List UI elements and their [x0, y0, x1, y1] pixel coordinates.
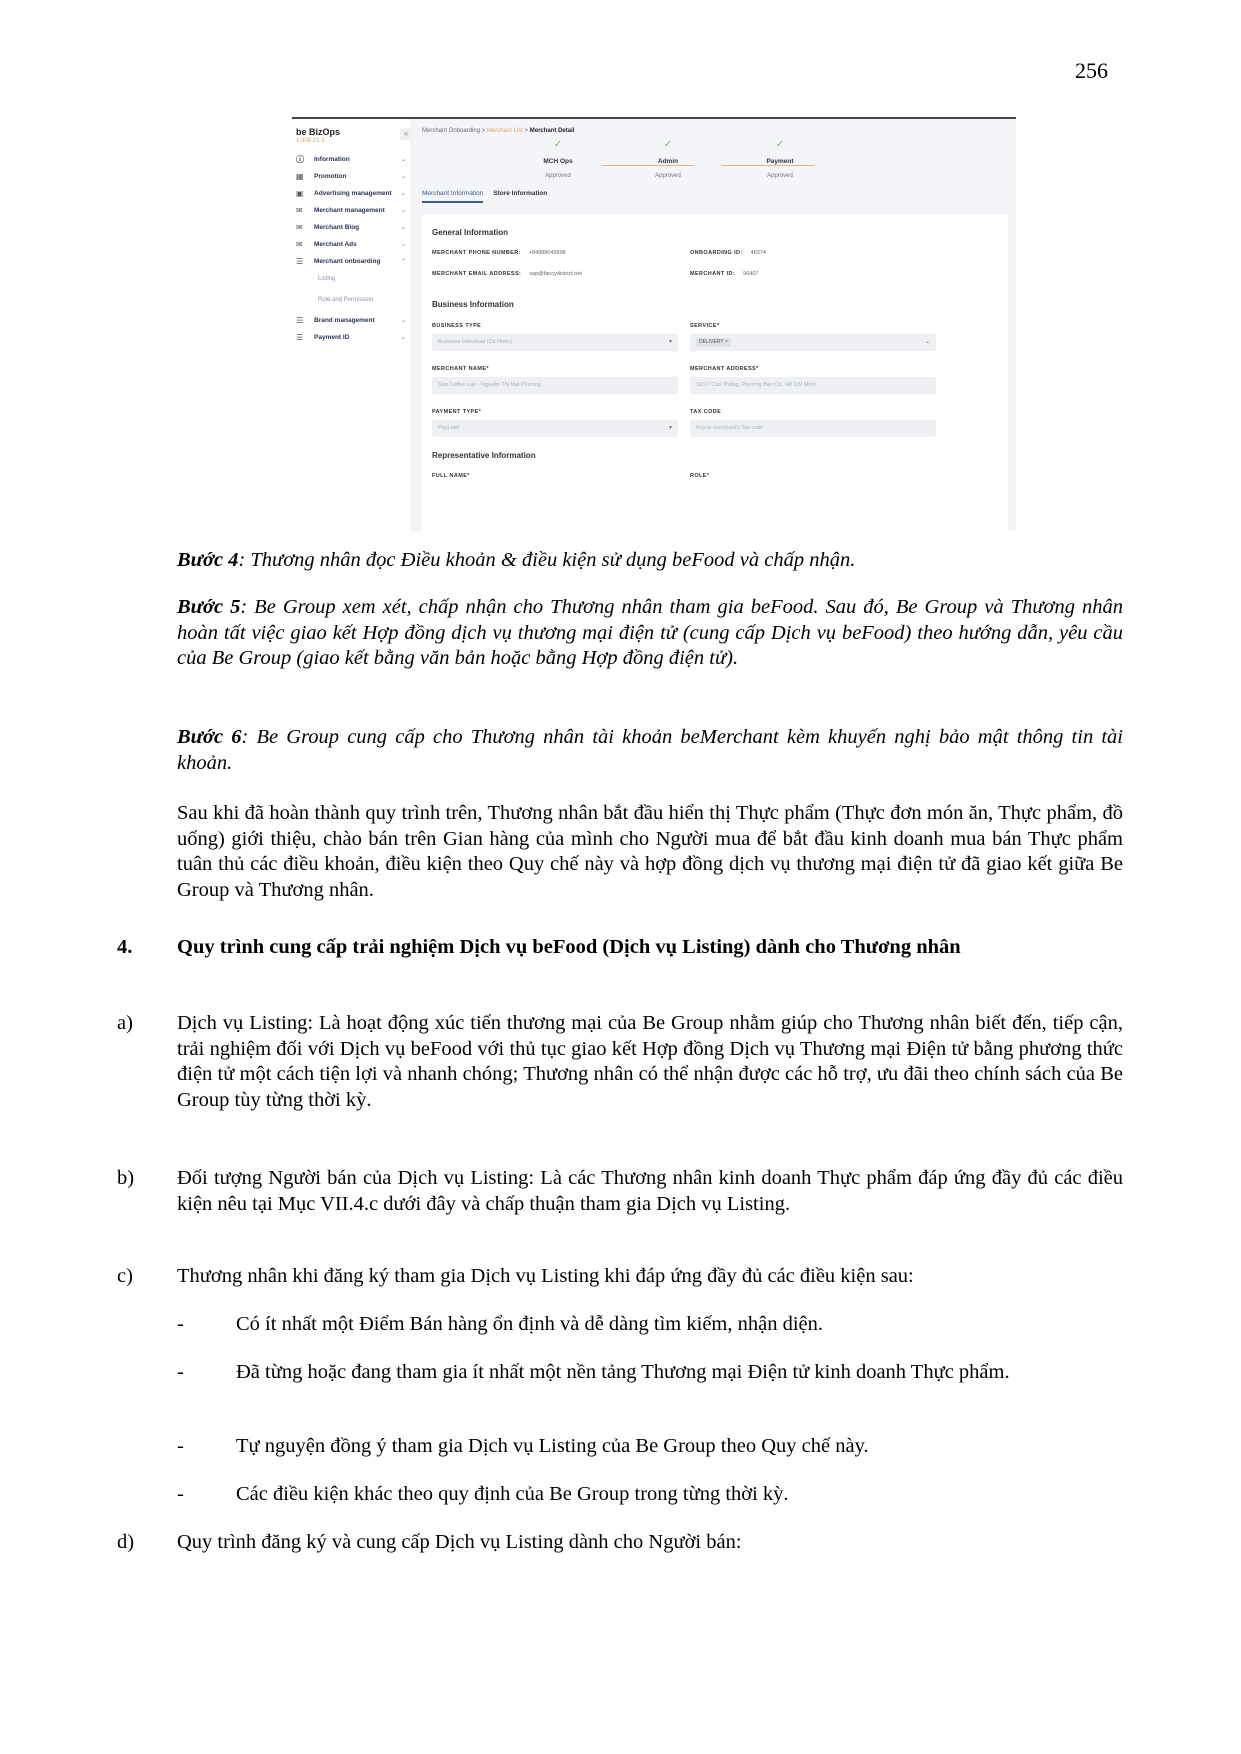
step-6-paragraph: [177, 725, 1123, 776]
general-information-title: General Information: [432, 228, 509, 237]
chevron-down-icon: ⌄: [400, 174, 406, 180]
database-icon: ☰: [296, 333, 304, 342]
step-status: Approved: [545, 173, 571, 179]
merchant-address-input[interactable]: [690, 377, 936, 394]
item-c-text: Thương nhân khi đăng ký tham gia Dịch vụ Listing khi đáp ứng đầy đủ các điều kiện sau:: [177, 1265, 914, 1287]
section-number: 4.: [117, 936, 133, 958]
merchant-name-input[interactable]: [432, 377, 678, 394]
mail-icon: ✉: [296, 206, 303, 215]
full-name-label: FULL NAME*: [432, 473, 470, 479]
chevron-down-icon: ⌄: [400, 225, 406, 231]
bullet-4-text: Các điều kiện khác theo quy định của Be Group trong từng thời kỳ.: [236, 1483, 789, 1505]
item-b-marker: b): [117, 1167, 135, 1189]
breadcrumb-current: Merchant Detail: [529, 128, 575, 134]
image-icon: ▣: [296, 189, 304, 198]
step-4-label: Bước 4: [177, 549, 239, 571]
merchant-id: [690, 271, 758, 277]
merchant-phone-value: +84888046898: [528, 250, 566, 256]
sidebar: [292, 119, 410, 531]
page-number: 256: [1075, 58, 1108, 83]
payment-type-value: PayLater: [438, 425, 461, 431]
brand-logo: be BizOps: [296, 127, 341, 137]
service-label: SERVICE*: [690, 323, 720, 329]
item-a-text: Dịch vụ Listing: Là hoạt động xúc tiến thương mại của Be Group nhằm giúp cho Thương nhân biết đến, tiếp cận, trải nghiệm đối với Dịch vụ beFood với thủ tục giao kết Hợp đồng Dịch vụ Thương mại Điện tử bằng phương thức điện tử một cách tiện lợi và nhanh chóng; Thương nhân có thể nhận được các hỗ trợ, ưu đãi theo chính sách của Be Group tùy từng thời kỳ.: [177, 1012, 1123, 1111]
sidebar-item-merchant-onboarding[interactable]: [292, 258, 410, 266]
step-5-text: : Be Group xem xét, chấp nhận cho Thương nhân tham gia beFood. Sau đó, Be Group và Thương nhân hoàn tất việc giao kết Hợp đồng dịch vụ thương mại điện tử (cung cấp Dịch vụ beFood) theo hướng dẫn, yêu cầu của Be Group (giao kết bằng văn bản hoặc bằng Hợp đồng điện tử).: [177, 596, 1123, 669]
merchant-phone-label: MERCHANT PHONE NUMBER:: [432, 250, 521, 256]
step-status: Approved: [655, 173, 681, 179]
chevron-down-icon: ⌄: [924, 339, 930, 345]
bullet-3-text: Tự nguyện đồng ý tham gia Dịch vụ Listing của Be Group theo Quy chế này.: [236, 1435, 869, 1457]
sidebar-item-label: Brand management: [314, 317, 375, 324]
step-5-paragraph: [177, 595, 1123, 672]
dropdown-arrow-icon: ▾: [668, 425, 672, 431]
sidebar-item-label: Merchant Ads: [314, 241, 357, 248]
chevron-down-icon: ⌄: [400, 335, 406, 341]
sidebar-item-brand-management[interactable]: [292, 317, 410, 325]
step-mch-ops: [518, 139, 598, 179]
merchant-email-label: MERCHANT EMAIL ADDRESS:: [432, 271, 522, 277]
role-label: ROLE*: [690, 473, 710, 479]
business-information-title: Business Information: [432, 300, 514, 309]
step-admin: [628, 139, 708, 179]
step-5-label: Bước 5: [177, 596, 241, 618]
tab-merchant-information[interactable]: Merchant Information: [422, 190, 483, 203]
mail-icon: ✉: [296, 223, 303, 232]
sidebar-nav: [292, 156, 410, 351]
step-4-text: : Thương nhân đọc Điều khoản & điều kiện sử dụng beFood và chấp nhận.: [238, 549, 856, 571]
check-icon: ✓: [553, 139, 563, 150]
mail-icon: ✉: [296, 240, 303, 249]
sidebar-item-merchant-management[interactable]: [292, 207, 410, 215]
sidebar-item-label: Payment ID: [314, 334, 350, 341]
merchant-address-value: 32/17 Cao Thắng, Phường Bàn Cờ, Hồ Chí Minh: [696, 382, 816, 388]
step-6-text: : Be Group cung cấp cho Thương nhân tài khoản beMerchant kèm khuyến nghị bảo mật thông tin tài khoản.: [177, 726, 1123, 774]
tax-code-input[interactable]: [690, 420, 936, 437]
breadcrumb-root[interactable]: Merchant Onboarding: [422, 128, 481, 134]
dropdown-arrow-icon: ▾: [668, 339, 672, 345]
app-version: 1.908.21-1: [296, 138, 325, 144]
step-title: Admin: [657, 158, 679, 165]
item-d-marker: d): [117, 1531, 135, 1553]
approval-stepper: [410, 139, 1016, 189]
embedded-screenshot: [292, 117, 1016, 531]
bullet-marker: -: [177, 1435, 184, 1457]
breadcrumb: [422, 128, 574, 134]
sidebar-item-advertising[interactable]: [292, 190, 410, 198]
merchant-info-card: [422, 214, 1008, 531]
sidebar-subitem-role-permission[interactable]: Role and Permission: [318, 297, 374, 303]
database-icon: ☰: [296, 257, 304, 266]
onboarding-id-label: ONBOARDING ID:: [690, 250, 743, 256]
bullet-marker: -: [177, 1361, 184, 1383]
breadcrumb-separator: >: [480, 128, 487, 134]
merchant-id-label: MERCHANT ID:: [690, 271, 736, 277]
merchant-phone: [432, 250, 566, 256]
tax-code-placeholder: Key-in merchant's Tax code: [696, 425, 764, 431]
merchant-name-label: MERCHANT NAME*: [432, 366, 489, 372]
step-status: Approved: [767, 173, 793, 179]
merchant-id-value: 96407: [743, 271, 759, 277]
bullet-marker: -: [177, 1313, 184, 1335]
onboarding-id-value: 46374: [750, 250, 766, 256]
tax-code-label: TAX CODE: [690, 409, 722, 415]
step-6-label: Bước 6: [177, 726, 242, 748]
merchant-email: [432, 271, 582, 277]
section-heading: Quy trình cung cấp trải nghiệm Dịch vụ beFood (Dịch vụ Listing) dành cho Thương nhân: [177, 936, 961, 958]
sidebar-item-merchant-blog[interactable]: [292, 224, 410, 232]
sidebar-item-label: Merchant management: [314, 207, 385, 214]
item-d-text: Quy trình đăng ký và cung cấp Dịch vụ Listing dành cho Người bán:: [177, 1531, 742, 1553]
merchant-email-value: sap@fancydistrict.net: [529, 271, 582, 277]
chevron-up-icon: ⌃: [400, 259, 406, 265]
onboarding-id: [690, 250, 766, 256]
payment-type-select[interactable]: [432, 420, 678, 437]
sidebar-item-promotion[interactable]: [292, 173, 410, 181]
service-chip-delivery[interactable]: DELIVERY ×: [696, 338, 731, 347]
business-type-select[interactable]: [432, 334, 678, 351]
collapse-sidebar-button[interactable]: «: [400, 128, 412, 140]
chevron-down-icon: ⌄: [400, 242, 406, 248]
sidebar-item-label: Merchant onboarding: [314, 258, 381, 265]
sidebar-item-label: Merchant Blog: [314, 224, 360, 231]
item-b-text: Đối tượng Người bán của Dịch vụ Listing: Là các Thương nhân kinh doanh Thực phẩm đáp ứng đầy đủ các điều kiện nêu tại Mục VII.4.c dưới đây và chấp thuận tham gia Dịch vụ Listing.: [177, 1167, 1123, 1215]
sidebar-item-merchant-ads[interactable]: [292, 241, 410, 249]
chevron-down-icon: ⌄: [400, 157, 406, 163]
business-type-value: Business Individual (Cá Nhân): [438, 339, 512, 345]
step-title: MCH Ops: [543, 158, 573, 165]
sidebar-item-label: Promotion: [314, 173, 347, 180]
business-type-label: BUSINESS TYPE: [432, 323, 482, 329]
bullet-marker: -: [177, 1483, 184, 1505]
check-icon: ✓: [775, 139, 785, 150]
database-icon: ☰: [296, 316, 304, 325]
tab-store-information[interactable]: Store Information: [493, 190, 548, 197]
breadcrumb-merchant-list[interactable]: Merchant List: [486, 128, 523, 134]
chevron-down-icon: ⌄: [400, 191, 406, 197]
step-title: Payment: [766, 158, 794, 165]
after-steps-paragraph: Sau khi đã hoàn thành quy trình trên, Thương nhân bắt đầu hiển thị Thực phẩm (Thực đơn món ăn, Thực phẩm, đồ uống) giới thiệu, chào bán trên Gian hàng của mình cho Người mua để bắt đầu kinh doanh mua bán Thực phẩm tuân thủ các điều khoản, điều kiện theo Quy chế này và hợp đồng dịch vụ thương mại điện tử đã giao kết giữa Be Group và Thương nhân.: [177, 802, 1123, 901]
main-content: [410, 119, 1016, 531]
sidebar-item-label: Information: [314, 156, 350, 163]
bullet-2-text: Đã từng hoặc đang tham gia ít nhất một nền tảng Thương mại Điện tử kinh doanh Thực phẩm.: [236, 1361, 1010, 1383]
chevron-down-icon: ⌄: [400, 208, 406, 214]
breadcrumb-separator: >: [522, 128, 530, 134]
sidebar-item-label: Advertising management: [314, 190, 392, 197]
check-icon: ✓: [663, 139, 673, 150]
detail-tabs: [422, 190, 555, 203]
item-c-marker: c): [117, 1265, 133, 1287]
representative-information-title: Representative Information: [432, 451, 536, 460]
merchant-name-value: Sáp Coffee Lab - Nguyễn Thị Mai Phương: [438, 382, 542, 388]
sidebar-subitem-listing[interactable]: Listing: [318, 276, 336, 282]
step-payment: [740, 139, 820, 179]
sidebar-item-payment-id[interactable]: [292, 334, 410, 342]
sidebar-item-information[interactable]: [292, 156, 410, 164]
step-4-paragraph: [177, 548, 1123, 574]
service-select[interactable]: [690, 334, 936, 351]
payment-type-label: PAYMENT TYPE*: [432, 409, 482, 415]
gift-icon: ▦: [296, 172, 304, 181]
info-icon: ⓘ: [296, 155, 304, 164]
item-a-marker: a): [117, 1012, 133, 1034]
bullet-1-text: Có ít nhất một Điểm Bán hàng ổn định và dễ dàng tìm kiếm, nhận diện.: [236, 1313, 824, 1335]
merchant-address-label: MERCHANT ADDRESS*: [690, 366, 759, 372]
chevron-down-icon: ⌄: [400, 318, 406, 324]
